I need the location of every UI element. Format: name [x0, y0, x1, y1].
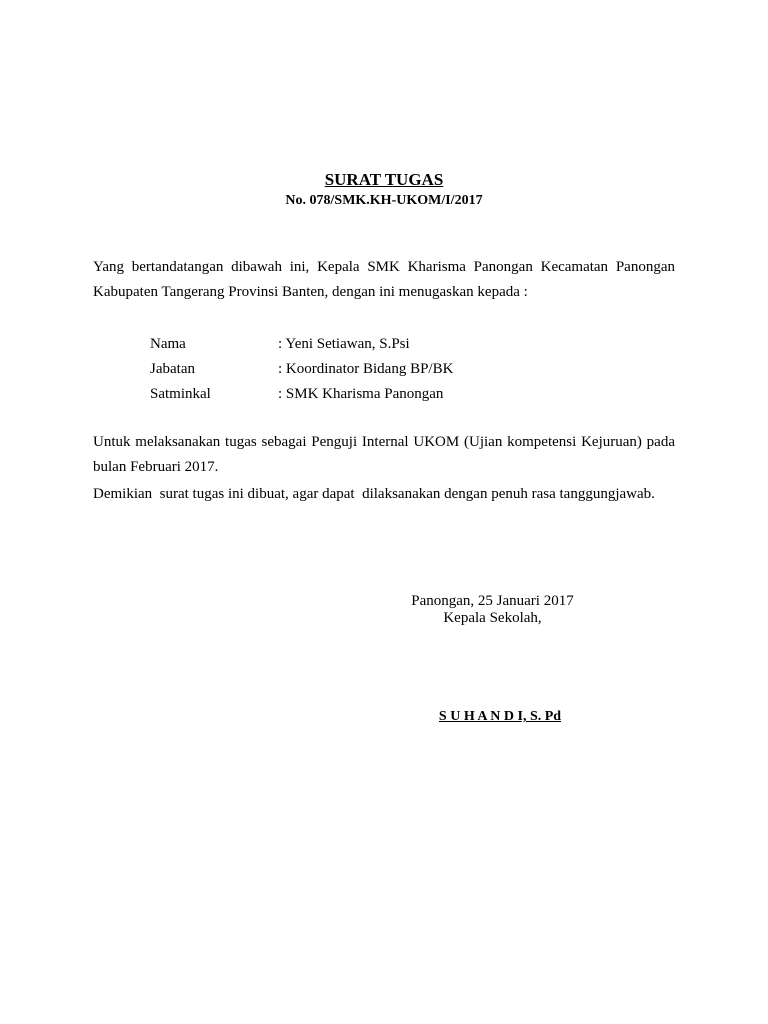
- field-value: : Koordinator Bidang BP/BK: [278, 361, 454, 377]
- field-row-nama: [150, 332, 453, 357]
- purpose-paragraph: Untuk melaksanakan tugas sebagai Penguji Internal UKOM (Ujian kompetensi Kejuruan) pada bulan Februari 2017.: [93, 434, 675, 475]
- letter-title: SURAT TUGAS: [324, 170, 444, 189]
- closing-paragraph: Demikian surat tugas ini dibuat, agar dapat dilaksanakan dengan penuh rasa tanggungjawab.: [93, 486, 655, 502]
- intro-paragraph: Yang bertandatangan dibawah ini, Kepala SMK Kharisma Panongan Kecamatan Panongan Kabupaten Tangerang Provinsi Banten, dengan ini menugaskan kepada :: [93, 259, 675, 300]
- field-label: Satminkal: [150, 386, 211, 402]
- field-row-satminkal: [150, 382, 453, 407]
- signature-place-date: Panongan, 25 Januari 2017: [411, 593, 574, 609]
- signature-role: Kepala Sekolah,: [443, 610, 542, 626]
- field-row-jabatan: [150, 357, 453, 382]
- assignee-fields: [150, 332, 453, 407]
- field-value: : SMK Kharisma Panongan: [278, 386, 444, 402]
- field-label: Jabatan: [150, 361, 195, 377]
- field-value: : Yeni Setiawan, S.Psi: [278, 336, 410, 352]
- field-label: Nama: [150, 336, 186, 352]
- signature-name: S U H A N D I, S. Pd: [438, 709, 562, 724]
- letter-number: No. 078/SMK.KH-UKOM/I/2017: [285, 193, 483, 208]
